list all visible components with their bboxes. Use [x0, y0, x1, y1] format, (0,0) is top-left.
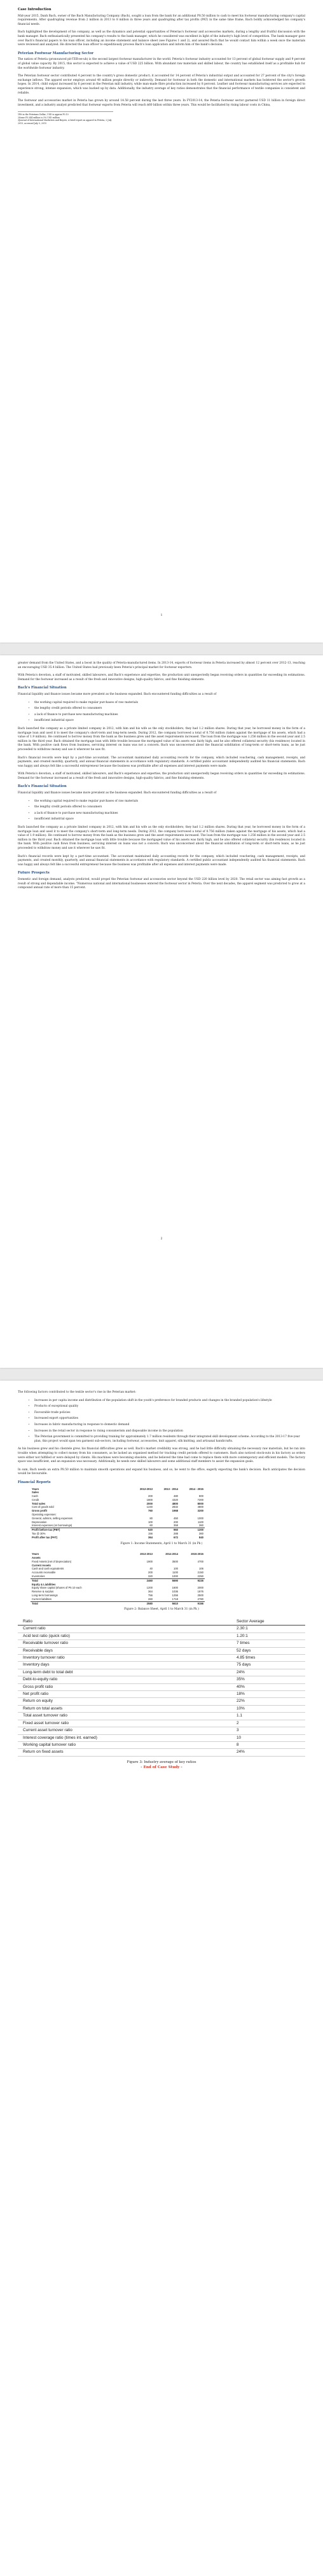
table-cell: 1200 [179, 1528, 205, 1532]
row-label: Gross profit [32, 1509, 47, 1513]
row-label: Equity share capital (shares of P5 10 each [32, 1586, 82, 1590]
difficulty-list [18, 701, 305, 723]
list-item: • Products of exceptional quality [34, 1405, 305, 1409]
row-label: Tax @ 30% [32, 1532, 46, 1536]
footnote: 1Pit in the Peterians Dollar; USD is approx P0.10 [18, 113, 69, 116]
row-label: Depreciation [32, 1520, 47, 1524]
ratio-row [18, 1698, 305, 1705]
paragraph: The footwear and accessories market in Peteria has grown by around 14.58 percent during the last three years. In FY2013-14, the Peteria footwear sector garnered USD 11 billion in foreign direct investment, and a industry analyst predicted that footwear exports from Peteria will reach $60 billion within three years. This would be facilitated by rising labour costs in China, [18, 99, 305, 107]
list-item: • the working capital required to make regular purchases of raw materials [34, 701, 305, 706]
column-header: 2013 - 2014 [163, 1487, 178, 1491]
ratio-row [18, 1742, 305, 1749]
list-item: • insufficient industrial space [34, 818, 305, 822]
sector-average-value: 24% [237, 1669, 245, 1674]
row-label: Sales [32, 1491, 39, 1494]
section-heading: Future Prospects [18, 871, 50, 875]
list-item: • insufficient industrial space [34, 719, 305, 723]
ratio-table-header [18, 1619, 305, 1626]
row-label: Cost of goods sold [32, 1505, 54, 1509]
sector-average-value: 1.20:1 [237, 1633, 248, 1638]
row-label: Total sales [32, 1501, 46, 1505]
list-item: • Increases in per capita income and distribution of the population shift in the youth's preference for branded products and changes in the branded population's lifestyle [34, 1399, 305, 1403]
table-cell: 60 [149, 1524, 153, 1528]
ratio-row [18, 1727, 305, 1734]
sector-average-value: 7 times [237, 1641, 250, 1646]
ratio-row [18, 1735, 305, 1742]
table-cell: 520 [128, 1528, 154, 1532]
case-intro-heading: Case Introduction [18, 8, 52, 11]
table-cell: 2000 [146, 1501, 153, 1505]
table-cell: 4800 [197, 1505, 203, 1509]
list-item: • the lengthy credit periods offered to consumers [34, 805, 305, 810]
ratio-name: Net profit ratio [23, 1692, 49, 1697]
row-label: Reserve & surplus [32, 1590, 54, 1594]
column-header: 2015 2015 [191, 1552, 203, 1556]
table-cell: 2832 [172, 1505, 178, 1509]
list-item: • the lengthy credit periods offered to consumers [34, 707, 305, 711]
row-label: Interest expenses (on borrowings) [32, 1524, 72, 1528]
table-cell: 200 [174, 1520, 178, 1524]
ratio-name: Inventory days [23, 1662, 50, 1667]
page-1 [0, 0, 323, 643]
table-cell: 1100 [197, 1520, 203, 1524]
table-cell: 1000 [197, 1516, 203, 1520]
ratio-name: Receivable days [23, 1648, 53, 1653]
row-label: General, admins, selling expenses [32, 1516, 73, 1520]
paragraph: With Peteria's devotion, a staff of motivated, skilled labourers, and Bach's experience and expertise, the production unit unexpectedly began receiving orders in quantities far exceeding its estimations. Demand for the footwear increased as a result of the fresh and innovative designs, high-quality fabrics, and fine finishing elements. [18, 674, 305, 681]
figure-caption: Figure 2: Balance Sheet, April 1 to March 31 (in Pk ) [124, 1608, 199, 1612]
footnote: 2Some P5.544 million is 5% USD million [18, 116, 60, 119]
paragraph: With Peteria's devotion, a staff of motivated, skilled labourers, and Bach's experience and expertise, the production unit unexpectedly began receiving orders in quantities far exceeding its estimations. Demand for the footwear increased as a result of the fresh and innovative designs, high-quality fabrics, and fine finishing elements. [18, 772, 305, 780]
ratio-name: Long-term debt to total debt [23, 1669, 73, 1674]
sector-average-value: 1.1 [237, 1713, 242, 1718]
difficulty-list [18, 800, 305, 822]
table-cell: 360 [199, 1532, 203, 1536]
sector-average-value: 10 [237, 1735, 242, 1740]
section-heading: Peterian Footwear Manufacturing Sector [18, 51, 94, 55]
table-cell: 9226 [179, 1578, 205, 1582]
table-cell: 2780 [197, 1597, 203, 1601]
paragraph: As his business grew and his clientele grew, his financial difficulties grew as well. Bach's market credibility was strong, and he had little difficulty obtaining the necessary raw materials, but he ran into trouble when attempting to collect money from his consumers, as he lacked an organised method for tracking credit periods offered to customers. Bach also noticed stock-outs in his factory as orders were either not fulfilled or were delayed by clients. His machines were becoming obsolete, and he believed the time had come to replace them with more contemporary and efficient models. The factory space was insufficient, and an expansion was necessary. Additionally, he needs new skilled labourers and some additional staff members to assist the expansion goals. [18, 1447, 305, 1464]
ratio-name: Current ratio [23, 1626, 46, 1631]
table-cell: 1200 [146, 1586, 153, 1590]
ratio-row [18, 1720, 305, 1727]
paragraph: Financial liquidity and finance issues became more prevalent as the business expanded. Bach encountered funding difficulties as a result of [18, 692, 217, 696]
row-label: Fixed Assets (net of depreciation) [32, 1559, 72, 1563]
table-cell: 2580 [128, 1601, 154, 1605]
table-cell: 2250 [197, 1575, 203, 1578]
paragraph: Bach launched the company as a private limited company in 2012, with him and his wife as the only stockholders; they had 1.2 million shares. During that year, he borrowed money in the form of a mortgage loan and used it to meet the company's short-term and long-term needs. During 2012, the company borrowed a total of 0.756 million (taken against the mortgage of his assets, which had a value of 1.9 million). He continued to borrow money from the bank as the business grew and the asset requirements increased. The loan from the mortgage was 1.256 million in the second year and 2.5 million in the third year. Bach obtained the mortgage loan with little trouble because the mortgaged value of his assets was fairly high, and he also offered collateral security (his residence) located in the bank. With positive cash flows from business, servicing interest on loans was not a concern. Bach was unconcerned about the financial soliditation of long-term or short-term loans, as he just proceeded to withdraw money and use it wherever he saw fit. [18, 826, 305, 850]
column-header: 2012-2013 [139, 1487, 153, 1491]
row-label: Long-term borrowings [32, 1594, 58, 1598]
page-number: 1 [160, 614, 163, 617]
table-cell: 288 [174, 1532, 178, 1536]
list-item: • a lack of finance to purchase new manufacturing machines [34, 713, 305, 718]
table-cell: 364 [148, 1535, 153, 1539]
ratio-row [18, 1684, 305, 1691]
table-cell: 8000 [197, 1501, 203, 1505]
sector-average-value: 52 days [237, 1648, 251, 1653]
list-item: • the working capital required to make regular purchases of raw materials [34, 800, 305, 804]
ratio-name: Debt-to-equity ratio [23, 1677, 58, 1682]
table-cell: 3200 [197, 1509, 203, 1513]
table-cell: 106 [199, 1567, 203, 1571]
paragraph: Bach highlighted the development of his company, as well as the dynamics and potential opportunities of Peterias's footwear and accessories markets, during a lengthy and fruitful discussion with the bank manager. Bach enthusiastically presented his company's results to the bank manager, which he considered was excellent in light of the industry's high level of competition. The bank manager gave over Bach's financial papers to his loan officer, including an income statement and balance sheet (see Figures 1 and 2), and assured Bach that he would contact him within a week once the materials were reviewed and analyzed. He directed the loan officer to expeditiously process Bach's loan application and inform him of the bank's decision. [18, 31, 305, 47]
list-item: • Increased export opportunities [34, 1417, 305, 1421]
ratio-name: Return on fixed assets [23, 1750, 64, 1755]
table-cell: 358 [174, 1524, 178, 1528]
table-cell: 40 [149, 1567, 153, 1571]
sector-average-value: 2 [237, 1720, 239, 1725]
table-cell: 2500 [197, 1594, 203, 1598]
ratio-name: Fixed asset turnover ratio [23, 1720, 69, 1725]
row-label: Assets [32, 1556, 41, 1560]
row-label: Profit before tax (PBT) [31, 1528, 128, 1532]
ratio-row [18, 1648, 305, 1655]
footnote: 3Journal of International Marketers and Buyers, A brief report on apparel in Peteria, 2 July 2015, accessed July 5, 2015 [18, 119, 112, 125]
sector-average-value: 2.30:1 [237, 1626, 248, 1631]
column-header: 2014 2014 [165, 1552, 178, 1556]
table-cell: 760 [148, 1509, 153, 1513]
ratio-row [18, 1640, 305, 1647]
table-cell: 1968 [172, 1509, 178, 1513]
table-cell: 320 [148, 1575, 153, 1578]
paragraph: greater demand from the United States, and a boost in the quality of Peteria-manufactured items. In 2013-14, exports of footwear items in Peteria increased by almost 12 percent over 2012-13, reaching an encouraging USD 35.4 billion. The United States had previously been Peteria's principal market for footwear exporters. [18, 662, 305, 669]
sector-average-column-header: Sector Average [237, 1619, 265, 1624]
paragraph: Bach's financial records were kept by a part-time accountant. The accountant maintained daily accounting records for the company, which included vouchering, cash management, receipts, and payments, and created monthly, quarterly, and annual financial statements in accordance with regulatory standards. A certified public accountant independently audited his financial statements. Bach was happy and always felt like a successful entrepreneur because the business was profitable after all expenses and interest payments were made. [18, 756, 305, 768]
sector-average-value: 18% [237, 1692, 245, 1697]
table-cell: 960 [154, 1528, 179, 1532]
table-row [31, 1601, 205, 1605]
paragraph: Financial liquidity and finance issues became more prevalent as the business expanded. Bach encountered funding difficulties as a result of [18, 791, 217, 795]
table-cell: 2460 [128, 1578, 154, 1582]
row-label: Total [31, 1578, 128, 1582]
section-heading: Bach's Financial Situation [18, 686, 67, 690]
table-cell: 200 [148, 1571, 153, 1575]
table-cell: 1900 [146, 1559, 153, 1563]
sector-average-value: 75 days [237, 1662, 251, 1667]
ratio-name: Interest coverage ratio (times int. earned) [23, 1735, 97, 1740]
table-cell: 1036 [172, 1590, 178, 1594]
table-cell: 1718 [172, 1597, 178, 1601]
ratio-row [18, 1633, 305, 1640]
ratio-name: Inventory turnover ratio [23, 1655, 65, 1660]
row-label: Equity & Liabilities [32, 1582, 56, 1586]
page-number: 2 [160, 1237, 163, 1241]
table-cell: 260 [148, 1597, 153, 1601]
table-cell: 672 [174, 1535, 178, 1539]
table-cell: 1800 [146, 1498, 153, 1501]
section-heading: Bach's Financial Situation [18, 784, 67, 789]
table-cell: 1240 [146, 1505, 153, 1509]
ratio-row [18, 1691, 305, 1698]
paragraph: The Peterian footwear sector contributed 4 percent to the country's gross domestic product; it accounted for 14 percent of Peteria's industrial output and accounted for 27 percent of the city's foreign exchange inflows. The apparel sector employs around 40 million people directly or indirectly. Demand for footwear in both the domestic and international markets has bolstered the sector's growth hopes. In 2014, child output increased by 6 percent in the Peterian mill industry, while man-made fibre production increased by 8 percent. Leather and footwear manufacturing services are expected to experience strong, intense expansion, which was backed up by data. Additionally, the industry average of key ratios demonstrates that the financial performance of textile companies is consistent and reliable. [18, 74, 305, 95]
factor-list [18, 1399, 305, 1444]
table-cell: 100 [174, 1567, 178, 1571]
income-statement-table [31, 1487, 205, 1540]
table-row [31, 1536, 205, 1540]
table-cell: 840 [199, 1535, 203, 1539]
table-cell: 1600 [172, 1586, 178, 1590]
ratio-row [18, 1626, 305, 1633]
table-cell: 80 [149, 1516, 153, 1520]
table-cell: 480 [174, 1494, 178, 1498]
sector-average-value: 10% [237, 1706, 245, 1711]
sector-average-value: 8 [237, 1742, 239, 1747]
ratio-name: Acid test ratio (quick ratio) [23, 1633, 70, 1638]
table-cell: 3500 [172, 1559, 178, 1563]
ratio-column-header: Ratio [23, 1619, 32, 1624]
section-heading: Financial Reports [18, 1480, 51, 1484]
paragraph: Domestic and foreign demand, analysts predicted, would propel the Peterian footwear and accessories sector beyond the USD 220 billion level by 2020. The retail sector was aiming fast growth as a result of strong and dependable income. "Numerous national and international businesses entered the footwear sector in Peteria. Over the next decades, the apparel segment was predicted to grow at a compound annual rate of more than 15 percent. [18, 877, 305, 890]
table-cell: 7200 [197, 1498, 203, 1501]
table-cell: 800 [199, 1494, 203, 1498]
table-cell: 450 [174, 1516, 178, 1520]
table-cell: 200 [148, 1494, 153, 1498]
paragraph: Bach's financial records were kept by a part-time accountant. The accountant maintained daily accounting records for the company, which included vouchering, cash management, receipts, and payments, and created monthly, quarterly, and annual financial statements in accordance with regulatory standards. A certified public accountant independently audited his financial statements. Bach was happy and always felt like a successful entrepreneur because the business was profitable after all expenses and interest payments were made. [18, 854, 305, 867]
column-header: 2014 - 2015 [189, 1487, 203, 1491]
ratio-row [18, 1655, 305, 1662]
ratio-name: Working capital turnover ratio [23, 1742, 76, 1747]
page-2 [0, 655, 323, 1368]
row-label: Current liabilities [32, 1597, 52, 1601]
table-cell: 4700 [197, 1559, 203, 1563]
ratio-row [18, 1706, 305, 1713]
table-cell: 364 [148, 1590, 153, 1594]
table-cell: 1000 [172, 1575, 178, 1578]
table-cell: 100 [148, 1520, 153, 1524]
column-header: Years [32, 1487, 39, 1491]
paragraph: Mid-year 2015, Danh Bach, owner of the Bach Manufacturing Company (Bach), sought a loan from the bank for an additional P8.50 million to cash to meet his footwear manufacturing company's capital requirements. After quadrupling revenue from 2 million in 2013 to 8 million in three years and quadrupling after tax profits (PAT) in the same time frame, Bach boldly acknowledged his company's financial needs. [18, 14, 305, 26]
row-label: Operating expenses: [32, 1513, 57, 1517]
ratio-name: Current asset turnover ratio [23, 1728, 72, 1733]
paragraph: The nation of Peteria (pronounced pit-TER-ee-uh) is the second largest footwear manufacturer in the world. Peteria's footwear industry accounted for 13 percent of global footwear supply and 9 percent of global value capacity. By 2015, this sector is expected to achieve a value of USD 225 billion. With abundant raw materials and skilled labour, the country has established itself as a profitable hub for the worldwide footwear industry. [18, 58, 305, 70]
list-item: • The Peterian government is committed to providing training for approximately 1.7 million residents through their integrated skill development scheme. According to the 2013-17 five-year plan, this project would span ten garment sub-sectors, including footwear, accessories, knit apparel, silk knitting, and artisanal handicrafts. [34, 1435, 305, 1444]
table-cell: 360 [199, 1524, 203, 1528]
column-header: Years [32, 1552, 39, 1556]
figure-caption: Figure 1: Income Statements, April 1 to March 31 (in Pk ) [120, 1542, 203, 1545]
sector-average-value: 35% [237, 1677, 245, 1682]
paragraph: In sum, Bach needs an extra P8.50 million to maintain smooth operations and expand his business, and so, he went to the office, eagerly expecting the bank's decision. Bach anticipates the decision would be favourable. [18, 1468, 305, 1476]
row-label: Inventories [32, 1575, 45, 1578]
list-item: • Increases in the retail sector in response to rising consumerism and disposable income in the population [34, 1430, 305, 1434]
list-item: • a lack of finance to purchase new manufacturing machines [34, 812, 305, 816]
table-cell: 4320 [172, 1498, 178, 1501]
table-cell: 9156 [179, 1601, 205, 1605]
ratio-row [18, 1662, 305, 1669]
table-cell: 4800 [172, 1501, 178, 1505]
sector-average-value: 22% [237, 1699, 245, 1704]
ratio-name: Return on equity [23, 1699, 53, 1704]
table-cell: 5610 [154, 1601, 179, 1605]
end-of-case-label: - End of Case Study - [141, 1765, 182, 1770]
sector-average-value: 40% [237, 1684, 245, 1689]
table-cell: 1100 [172, 1571, 178, 1575]
balance-sheet-table [31, 1552, 205, 1605]
page-3 [0, 1381, 323, 2576]
paragraph: Bach launched the company as a private limited company in 2012, with him and his wife as the only stockholders; they had 1.2 million shares. During that year, he borrowed money in the form of a mortgage loan and used it to meet the company's short-term and long-term needs. During 2012, the company borrowed a total of 0.756 million (taken against the mortgage of his assets, which had a value of 1.9 million). He continued to borrow money from the bank as the business grew and the asset requirements increased. The loan from the mortgage was 1.256 million in the second year and 2.5 million in the third year. Bach obtained the mortgage loan with little trouble because the mortgaged value of his assets was fairly high, and he also offered collateral security (his residence) located in the bank. With positive cash flows from business, servicing interest on loans was not a concern. Bach was unconcerned about the financial soliditation of long-term or short-term loans, as he just proceeded to withdraw money and use it wherever he saw fit. [18, 727, 305, 751]
table-cell: 2150 [197, 1571, 203, 1575]
row-label: Accounts receivable [32, 1571, 56, 1575]
table-cell: 1876 [197, 1590, 203, 1594]
row-label: Total [31, 1601, 128, 1605]
footnotes [18, 111, 113, 125]
ratio-table [18, 1619, 305, 1757]
table-cell: 2000 [197, 1586, 203, 1590]
row-label: Profit after tax (PAT) [32, 1535, 58, 1539]
ratio-name: Gross profit ratio [23, 1684, 53, 1689]
table-cell: 5690 [154, 1578, 179, 1582]
ratio-name: Total asset turnover ratio [23, 1713, 67, 1718]
row-label: Cash and cash equivalents [32, 1567, 64, 1571]
ratio-row [18, 1669, 305, 1676]
figure-caption: Figure 3: Industry average of key ratios [127, 1760, 196, 1764]
paragraph: The following factors contributed to the textile sector's rise in the Peterian market: [18, 1391, 136, 1394]
list-item: • Favourable trade policies [34, 1411, 305, 1416]
ratio-name: Receivable turnover ratio [23, 1641, 69, 1646]
row-label: Credit [32, 1498, 39, 1501]
ratio-row [18, 1749, 305, 1756]
row-label: Current Assets [32, 1563, 51, 1567]
table-cell: 1256 [172, 1594, 178, 1598]
table-cell: 756 [148, 1594, 153, 1598]
ratio-row [18, 1676, 305, 1683]
row-label: Cash [32, 1494, 38, 1498]
sector-average-value: 3 [237, 1728, 239, 1733]
ratio-row [18, 1713, 305, 1720]
column-header: 2013 2013 [140, 1552, 153, 1556]
sector-average-value: 4.85 times [237, 1655, 256, 1660]
sector-average-value: 24% [237, 1750, 245, 1755]
list-item: • Increases in fabric manufacturing in response to domestic demand [34, 1423, 305, 1428]
table-cell: 156 [148, 1532, 153, 1536]
ratio-name: Return on total assets [23, 1706, 63, 1711]
